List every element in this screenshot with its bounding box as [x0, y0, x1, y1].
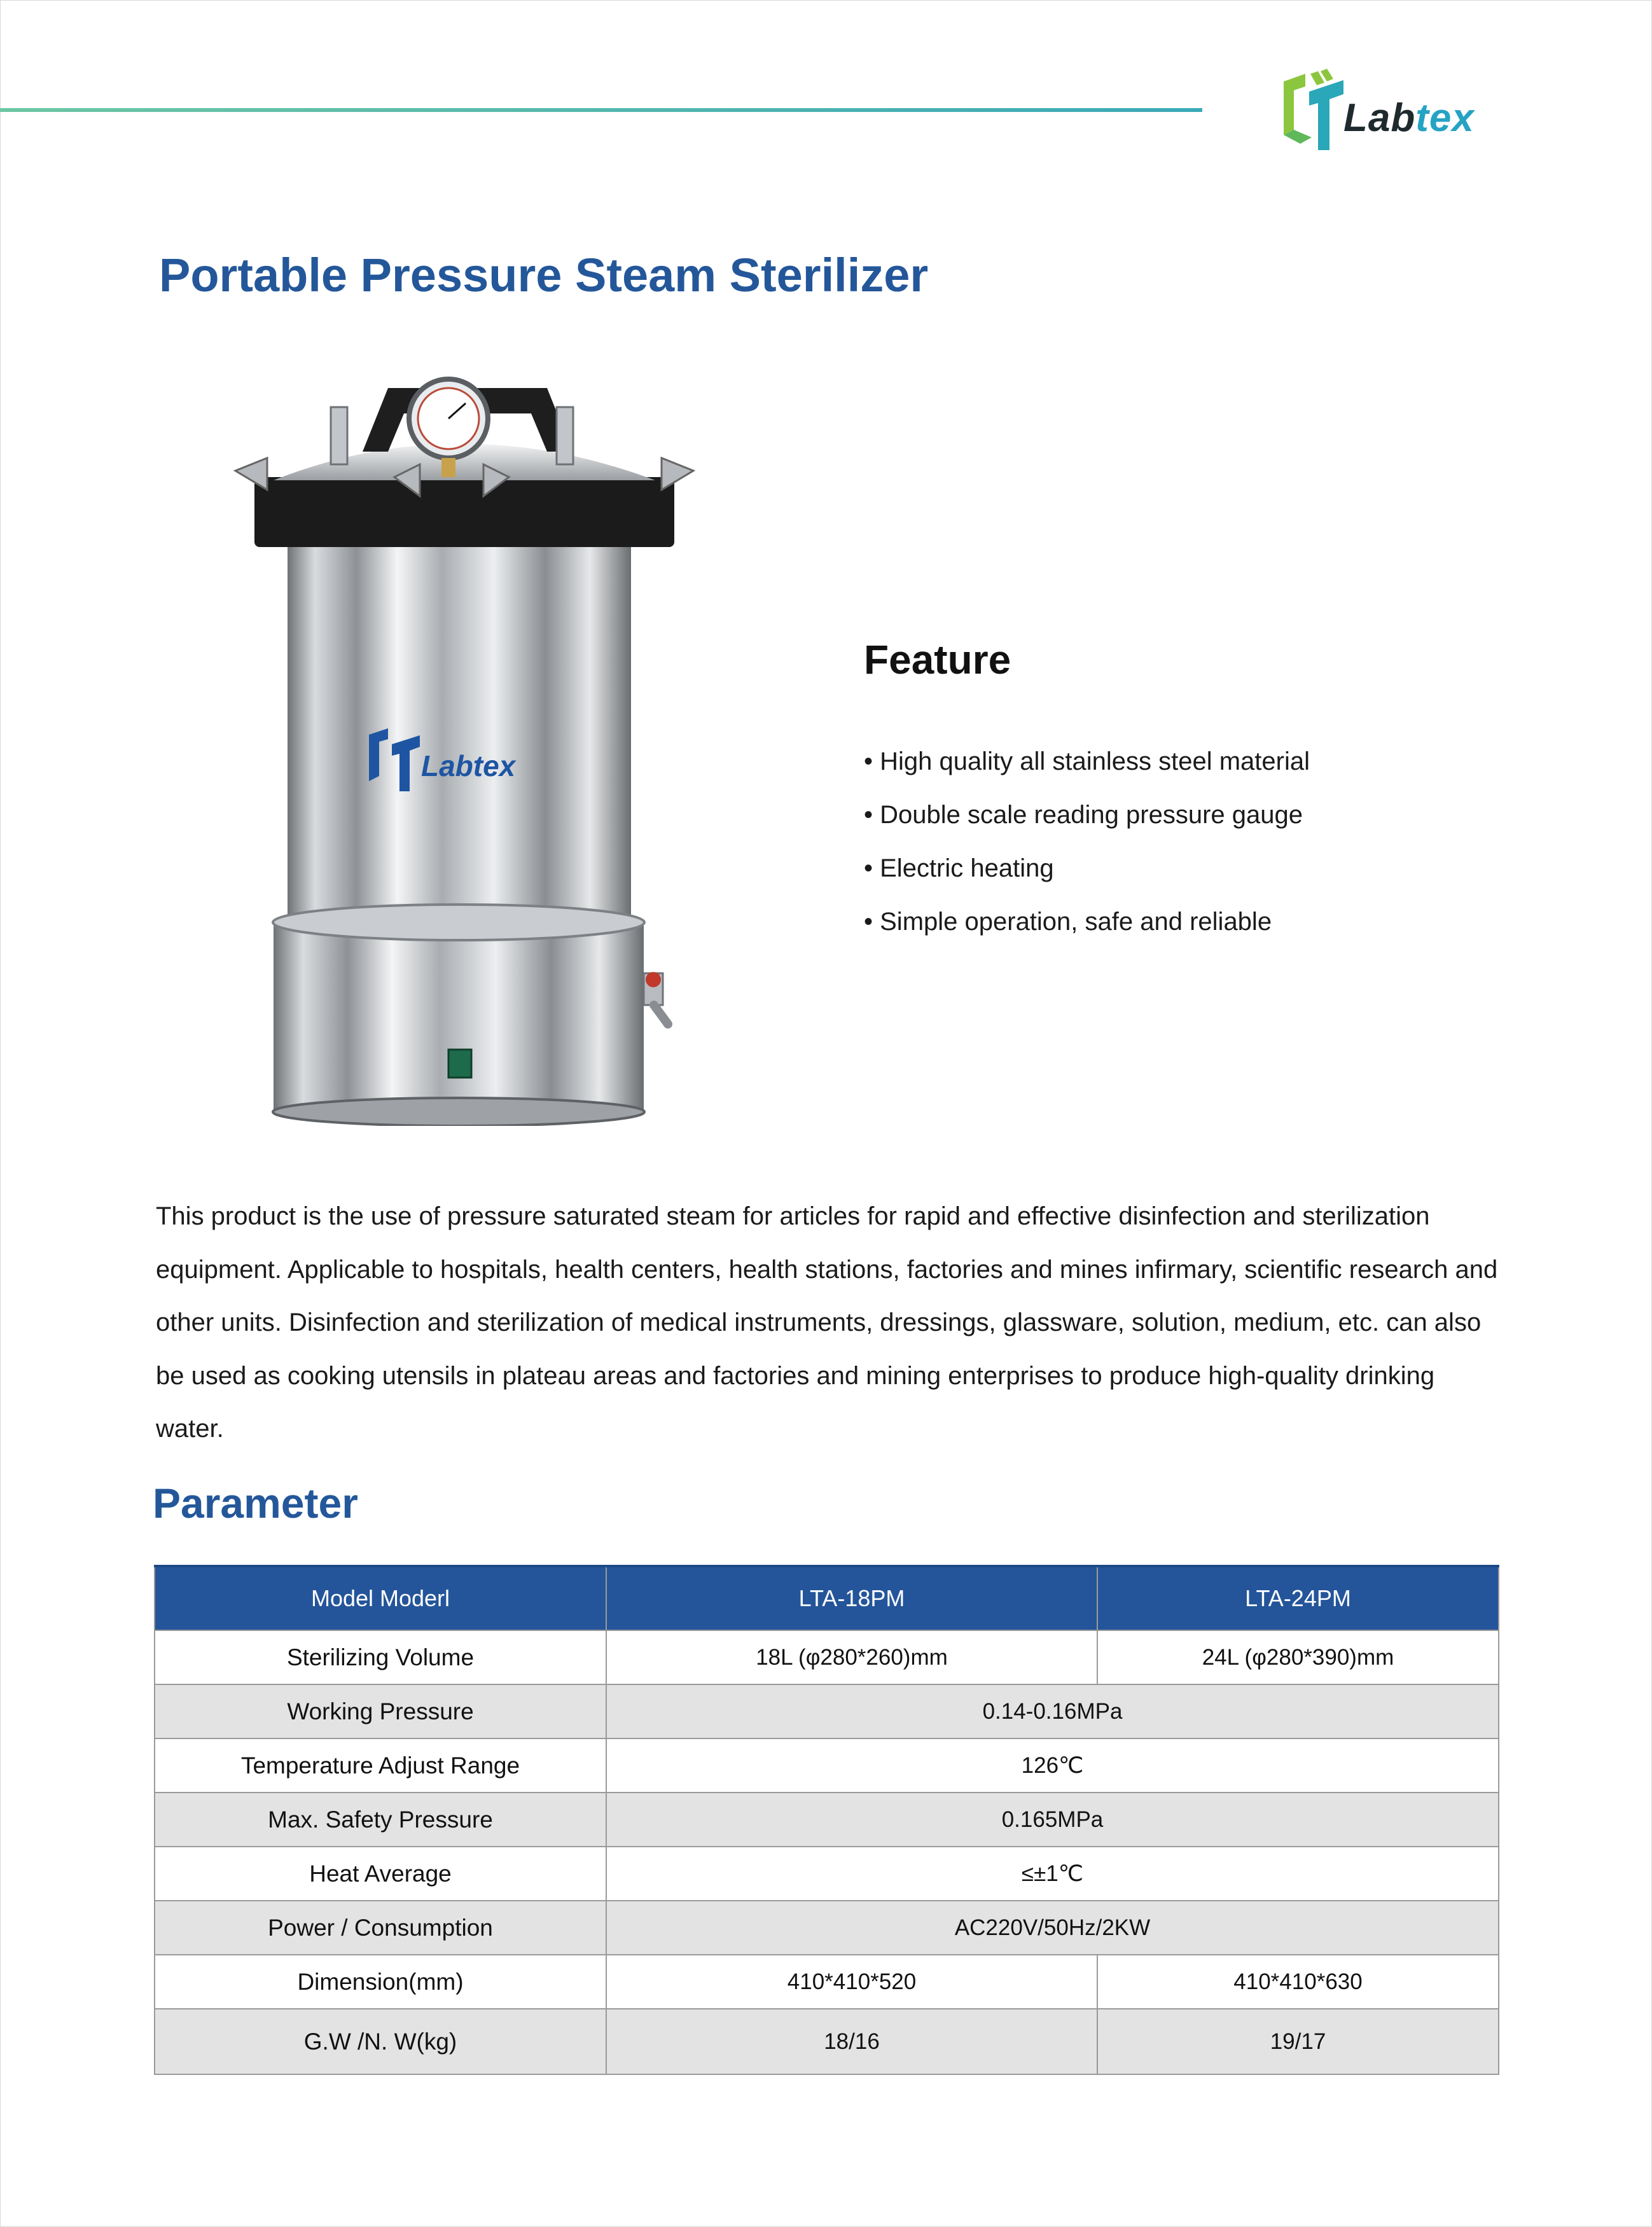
- feature-item: • Double scale reading pressure gauge: [864, 788, 1310, 842]
- row-value: 126℃: [606, 1738, 1499, 1793]
- feature-item: • Simple operation, safe and reliable: [864, 895, 1310, 948]
- row-label: Power / Consumption: [155, 1901, 606, 1955]
- row-value: 410*410*520: [606, 1955, 1097, 2009]
- table-row: [155, 1684, 1499, 1738]
- brand-logo: [1272, 69, 1508, 155]
- labtex-logo-icon: [1272, 69, 1349, 155]
- row-value: ≤±1℃: [606, 1847, 1499, 1901]
- table-row: [155, 1955, 1499, 2009]
- table-row: [155, 1793, 1499, 1847]
- feature-item: • High quality all stainless steel material: [864, 735, 1310, 788]
- product-description: This product is the use of pressure saturated steam for articles for rapid and effective disinfection and sterilization equipment. Applicable to hospitals, health centers, health stations, factories and mines infirmary, scientific research and other units. Disinfection and sterilization of medical instruments, dressings, glassware, solution, medium, etc. can also be used as cooking utensils in plateau areas and factories and mining enterprises to produce high-quality drinking water.: [156, 1202, 1498, 1443]
- row-label: Sterilizing Volume: [155, 1630, 606, 1684]
- table-row: [155, 1738, 1499, 1793]
- row-value: 18/16: [606, 2009, 1097, 2074]
- table-row: [155, 1847, 1499, 1901]
- logo-wordmark: Labtex: [1343, 96, 1475, 140]
- row-label: Max. Safety Pressure: [155, 1793, 606, 1847]
- row-label: Dimension(mm): [155, 1955, 606, 2009]
- row-value: 0.165MPa: [606, 1793, 1499, 1847]
- row-label: Heat Average: [155, 1847, 606, 1901]
- row-label: Working Pressure: [155, 1684, 606, 1738]
- table-row: [155, 2009, 1499, 2074]
- table-row: [155, 1901, 1499, 1955]
- page-title: Portable Pressure Steam Sterilizer: [159, 249, 929, 302]
- row-value: AC220V/50Hz/2KW: [606, 1901, 1499, 1955]
- row-label: G.W /N. W(kg): [155, 2009, 606, 2074]
- feature-title: Feature: [864, 637, 1011, 683]
- feature-list: [864, 735, 1310, 948]
- row-label: Temperature Adjust Range: [155, 1738, 606, 1793]
- row-value: 0.14-0.16MPa: [606, 1684, 1499, 1738]
- header-cell-lta18pm: LTA-18PM: [606, 1566, 1097, 1630]
- table-header-row: [155, 1566, 1499, 1630]
- sterilizer-image: [229, 369, 700, 1126]
- row-value: 24L (φ280*390)mm: [1097, 1630, 1499, 1684]
- row-value: 19/17: [1097, 2009, 1499, 2074]
- parameter-title: Parameter: [153, 1480, 358, 1527]
- header-rule: [0, 108, 1202, 112]
- product-logo-text: Labtex: [421, 749, 516, 782]
- parameter-table: [154, 1565, 1499, 2075]
- feature-item: • Electric heating: [864, 842, 1310, 895]
- row-value: 18L (φ280*260)mm: [606, 1630, 1097, 1684]
- header-cell-lta24pm: LTA-24PM: [1097, 1566, 1499, 1630]
- row-value: 410*410*630: [1097, 1955, 1499, 2009]
- table-row: [155, 1630, 1499, 1684]
- header-cell-model: Model Moderl: [155, 1566, 606, 1630]
